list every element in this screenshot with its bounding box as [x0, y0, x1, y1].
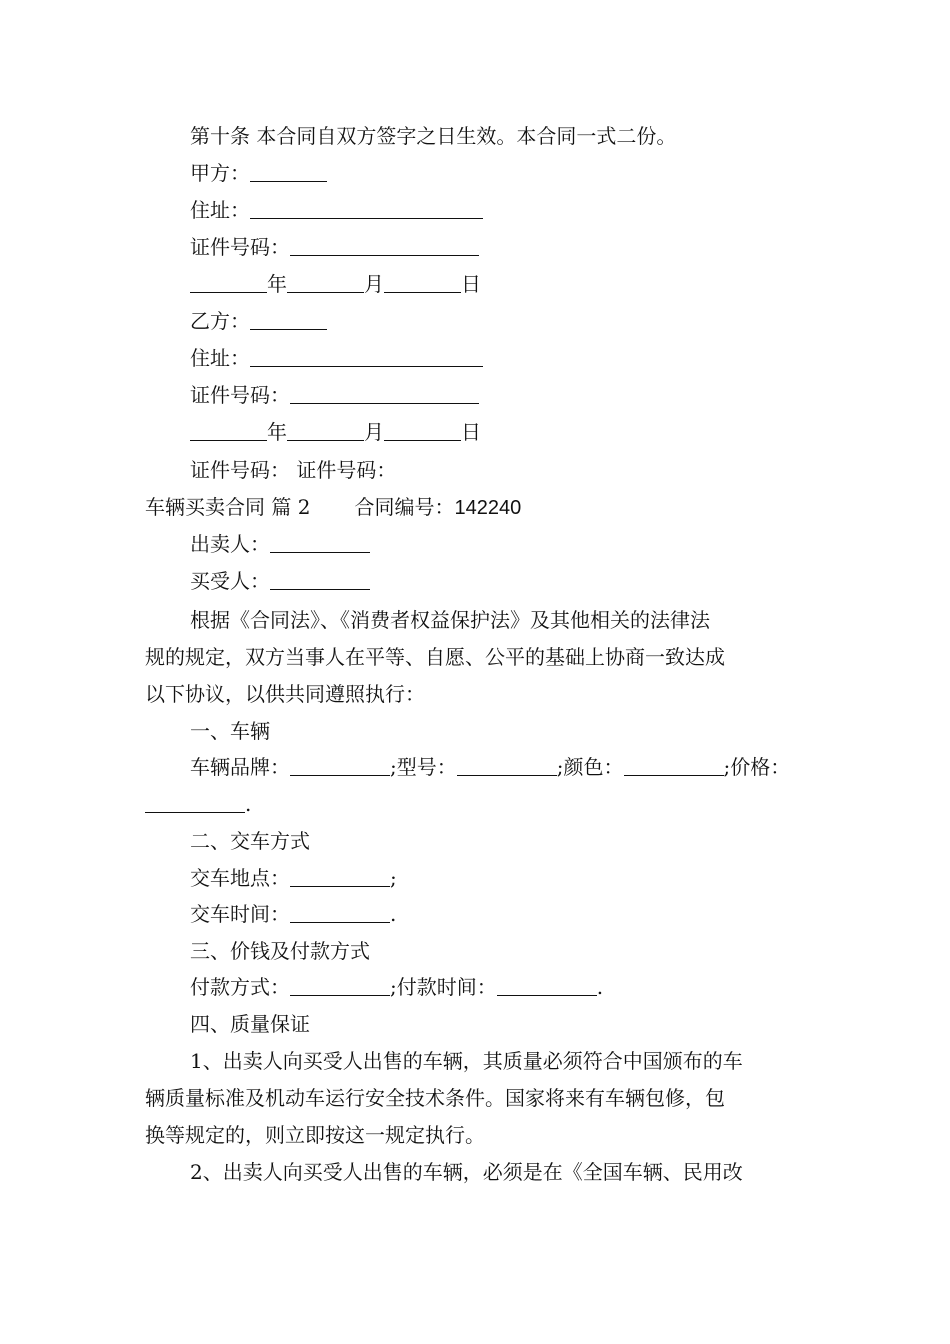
party-b-id-blank [290, 381, 479, 404]
party-a-year-blank [190, 270, 267, 293]
party-b-blank [250, 307, 327, 330]
heading-delivery: 二、交车方式 [190, 829, 310, 853]
party-b-address-line [190, 340, 830, 377]
clause-10: 第十条 本合同自双方签字之日生效。本合同一式二份。 [190, 124, 677, 148]
party-a-label: 甲方： [190, 161, 250, 185]
party-b-year-blank [190, 418, 267, 441]
heading-payment: 三、价钱及付款方式 [190, 939, 370, 963]
party-b-day-blank [384, 418, 461, 441]
party-b-address-blank [250, 344, 483, 367]
payment-time-label: ;付款时间： [390, 975, 497, 999]
clause-1-line-1: 1、出卖人向买受人出售的车辆，其质量必须符合中国颁布的车 [190, 1049, 743, 1073]
section-2-title: 车辆买卖合同 篇 2 [145, 495, 311, 519]
section-2-header [145, 489, 825, 527]
party-a-month-label: 月 [364, 272, 384, 296]
clause-2-line-1: 2、出卖人向买受人出售的车辆，必须是在《全国车辆、民用改 [190, 1160, 743, 1184]
party-b-month-label: 月 [364, 420, 384, 444]
delivery-place-line [190, 860, 830, 897]
id-number-line: 证件号码： 证件号码： [190, 458, 397, 482]
party-b-address-label: 住址： [190, 346, 250, 370]
payment-end: . [596, 975, 604, 999]
seller-label: 出卖人： [190, 532, 270, 556]
party-a-address-blank [250, 196, 483, 219]
party-a-date-line [190, 266, 830, 303]
vehicle-color-label: ;颜色： [556, 755, 624, 779]
party-a-id-blank [290, 233, 479, 256]
party-b-day-label: 日 [461, 420, 481, 444]
party-a-address-label: 住址： [190, 198, 250, 222]
payment-time-blank [497, 973, 597, 996]
vehicle-price-label: ;价格： [723, 755, 791, 779]
party-a-id-line [190, 229, 830, 266]
clause-1-line-2: 辆质量标准及机动车运行安全技术条件。国家将来有车辆包修，包 [145, 1086, 725, 1110]
party-b-line [190, 303, 830, 340]
party-a-address-line [190, 192, 830, 229]
payment-line [190, 969, 830, 1006]
clause-1-line-3: 换等规定的，则立即按这一规定执行。 [145, 1123, 485, 1147]
party-a-line [190, 155, 830, 192]
preamble-line-1: 根据《合同法》、《消费者权益保护法》及其他相关的法律法 [190, 608, 710, 632]
party-b-year-label: 年 [267, 420, 287, 444]
heading-quality: 四、质量保证 [190, 1012, 310, 1036]
delivery-place-label: 交车地点： [190, 866, 290, 890]
payment-method-blank [290, 973, 390, 996]
party-a-year-label: 年 [267, 272, 287, 296]
vehicle-color-blank [624, 753, 724, 776]
preamble-line-3: 以下协议，以供共同遵照执行： [145, 682, 425, 706]
party-a-blank [250, 159, 327, 182]
vehicle-end: . [245, 792, 252, 816]
seller-blank [270, 530, 370, 553]
party-a-day-label: 日 [461, 272, 481, 296]
vehicle-price-line [145, 786, 825, 823]
payment-method-label: 付款方式： [190, 975, 290, 999]
buyer-label: 买受人： [190, 569, 270, 593]
delivery-time-label: 交车时间： [190, 902, 290, 926]
delivery-place-end: ; [390, 866, 397, 890]
seller-line [190, 526, 830, 563]
vehicle-brand-label: 车辆品牌： [190, 755, 290, 779]
buyer-blank [270, 567, 370, 590]
delivery-time-blank [290, 900, 390, 923]
party-b-id-label: 证件号码： [190, 383, 290, 407]
contract-no-label: 合同编号： [354, 495, 455, 519]
buyer-line [190, 563, 830, 600]
heading-vehicle: 一、车辆 [190, 719, 270, 743]
vehicle-brand-blank [290, 753, 390, 776]
vehicle-model-label: ;型号： [390, 755, 457, 779]
party-a-day-blank [384, 270, 461, 293]
party-a-month-blank [287, 270, 364, 293]
delivery-place-blank [290, 864, 390, 887]
vehicle-model-blank [457, 753, 557, 776]
vehicle-price-blank [145, 790, 245, 813]
party-b-month-blank [287, 418, 364, 441]
party-b-label: 乙方： [190, 309, 250, 333]
party-b-id-line [190, 377, 830, 414]
vehicle-line [190, 749, 830, 786]
delivery-time-line [190, 896, 830, 933]
preamble-line-2: 规的规定，双方当事人在平等、自愿、公平的基础上协商一致达成 [145, 645, 725, 669]
contract-no-value: 142240 [454, 497, 522, 519]
party-b-date-line [190, 414, 830, 451]
delivery-time-end: . [390, 902, 397, 926]
party-a-id-label: 证件号码： [190, 235, 290, 259]
